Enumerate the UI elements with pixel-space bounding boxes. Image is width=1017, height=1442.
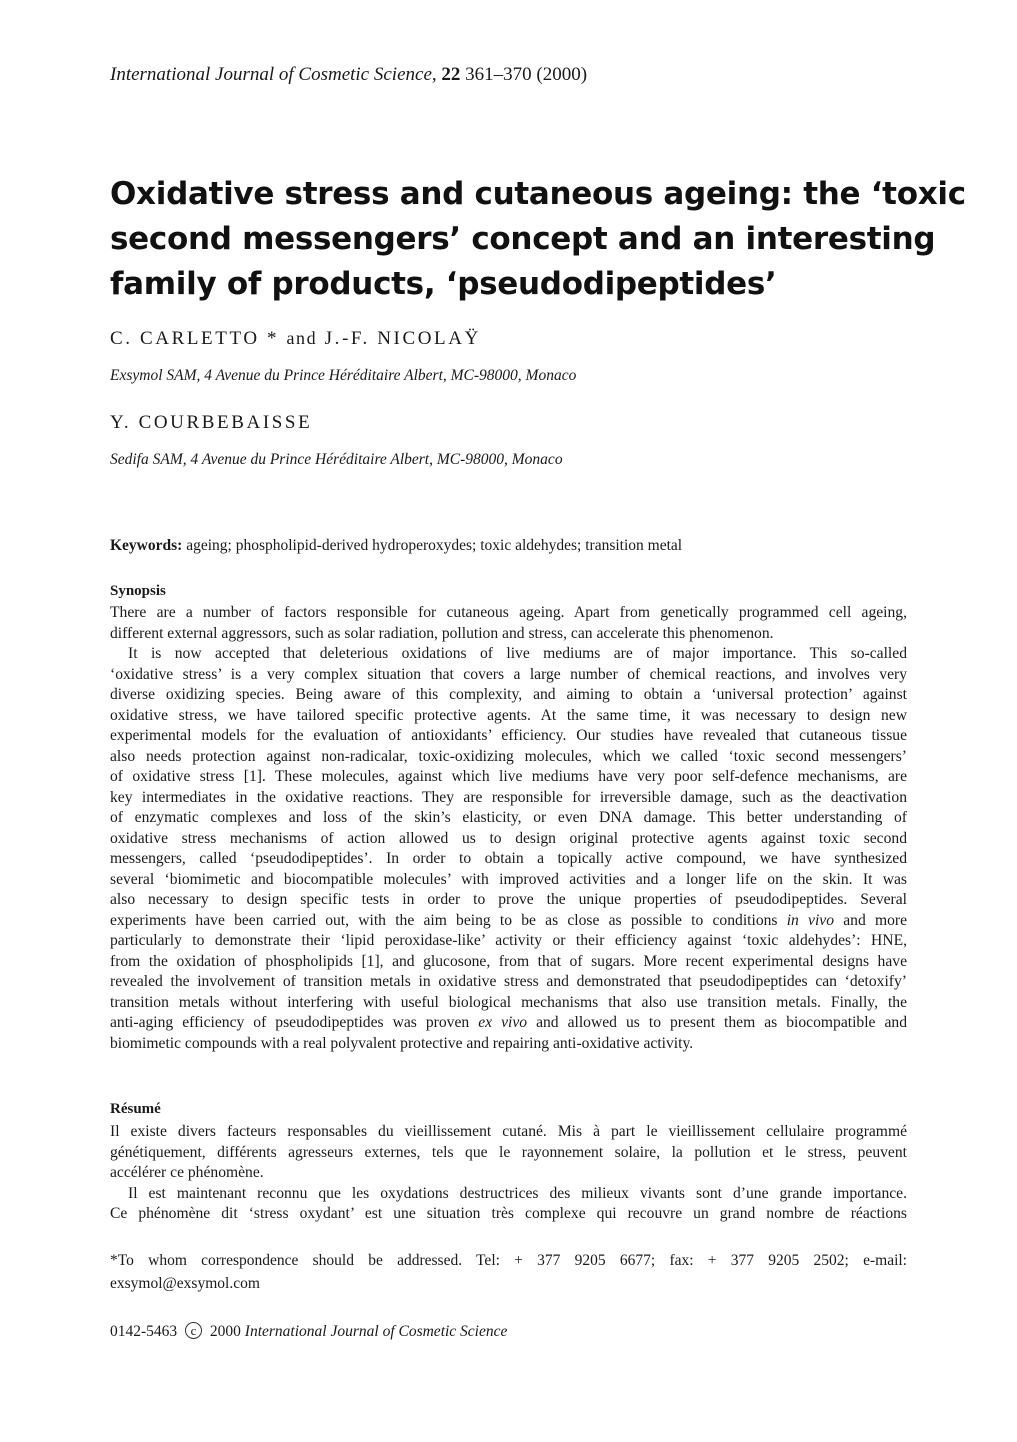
footnote-email: exsymol@exsymol.com <box>110 1275 260 1292</box>
affiliation-1: Exsymol SAM, 4 Avenue du Prince Héréditaire Albert, MC-98000, Monaco <box>110 367 577 384</box>
resume-heading: Résumé <box>110 1101 161 1117</box>
synopsis-heading: Synopsis <box>110 583 166 599</box>
synopsis-line: also necessary to design specific tests in order to prove the unique properties of pseudodipeptides. Several <box>110 891 907 908</box>
synopsis-line: experiments have been carried out, with the aim being to be as close as possible to conditions in vivo and more <box>110 911 907 929</box>
footnote-line: *To whom correspondence should be addressed. Tel: + 377 9205 6677; fax: + 377 9205 2502; e-mail: <box>110 1252 907 1269</box>
synopsis-line: There are a number of factors responsible for cutaneous ageing. Apart from genetically programmed cell ageing, <box>110 604 907 621</box>
copyright-icon: c <box>185 1322 202 1339</box>
synopsis-line: oxidative stress, we have tailored specific protective agents. At the same time, it was necessary to design new <box>110 706 907 724</box>
synopsis-line: also needs protection against non-radicalar, toxic-oxidizing molecules, which we called ‘toxic second messengers’ <box>110 747 907 765</box>
journal-pages-year: 361–370 (2000) <box>460 64 588 85</box>
synopsis-line: biomimetic compounds with a real polyvalent protective and repairing anti-oxidative activity. <box>110 1034 694 1052</box>
resume-line: accélérer ce phénomène. <box>110 1164 264 1181</box>
keywords <box>110 537 682 555</box>
latin-term: ex vivo <box>478 1014 528 1031</box>
synopsis-line: transition metals without interfering with useful biological mechanisms that also use transition metals. Finally, the <box>110 993 907 1011</box>
synopsis-line: It is now accepted that deleterious oxidations of live mediums are of major importance. This so-called <box>128 645 907 662</box>
paper-title <box>110 172 966 307</box>
synopsis-line: diverse oxidizing species. Being aware of this complexity, and aiming to obtain a ‘universal protection’ against <box>110 686 907 703</box>
synopsis-line: of enzymatic complexes and loss of the skin’s elasticity, or even DNA damage. This better understanding of <box>110 809 907 826</box>
resume-line: Il existe divers facteurs responsables du vieillissement cutané. Mis à part le vieillissement cellulaire programmé <box>110 1123 907 1140</box>
resume-line: génétiquement, différents agresseurs externes, tels que le rayonnement solaire, la pollution et le stress, peuvent <box>110 1143 907 1161</box>
correspondence-footnote <box>110 1249 907 1295</box>
keywords-text: ageing; phospholipid-derived hydroperoxydes; toxic aldehydes; transition metal <box>182 537 683 554</box>
title-line: second messengers’ concept and an interesting <box>110 221 936 257</box>
author-line-1: C. CARLETTO * and J.-F. NICOLAŸ <box>110 328 481 349</box>
title-line: family of products, ‘pseudodipeptides’ <box>110 266 777 302</box>
copyright-line <box>110 1322 507 1341</box>
journal-volume: 22 <box>441 64 461 85</box>
resume-line: Ce phénomène dit ‘stress oxydant’ est une situation très complexe qui recouvre un grand nombre de réactions <box>110 1205 907 1222</box>
synopsis-line: messengers, called ‘pseudodipeptides’. In order to obtain a topically active compound, we have synthesized <box>110 850 907 867</box>
synopsis-line: from the oxidation of phospholipids [1], and glucosone, from that of sugars. More recent experimental designs have <box>110 952 907 970</box>
copyright-year: 2000 <box>209 1323 241 1340</box>
synopsis-body <box>110 603 907 1054</box>
journal-name: International Journal of Cosmetic Science <box>110 64 432 85</box>
resume-line: Il est maintenant reconnu que les oxydations destructrices des milieux vivants sont d’une grande importance. <box>128 1184 907 1202</box>
title-line: Oxidative stress and cutaneous ageing: the ‘toxic <box>110 176 966 212</box>
synopsis-line: of oxidative stress [1]. These molecules, against which live mediums have very poor self-defence mechanisms, are <box>110 768 907 785</box>
resume-body <box>110 1122 907 1225</box>
synopsis-line: oxidative stress mechanisms of action allowed us to design original protective agents against toxic second <box>110 829 907 847</box>
copyright-journal: International Journal of Cosmetic Science <box>244 1323 508 1340</box>
synopsis-line: particularly to demonstrate their ‘lipid peroxidase-like’ activity or their efficiency against ‘toxic aldehydes’: HNE, <box>110 932 907 949</box>
synopsis-line: anti-aging efficiency of pseudodipeptides was proven ex vivo and allowed us to present them as biocompatible and <box>110 1014 907 1031</box>
latin-term: in vivo <box>786 911 835 929</box>
synopsis-line: key intermediates in the oxidative reactions. They are responsible for irreversible damage, such as the deactivation <box>110 788 907 806</box>
issn: 0142-5463 <box>110 1323 178 1340</box>
synopsis-line: experimental models for the evaluation of antioxidants’ efficiency. Our studies have revealed that cutaneous tissue <box>110 727 907 744</box>
journal-header: International Journal of Cosmetic Science, 22 361–370 (2000) <box>110 64 588 85</box>
synopsis-line: ‘oxidative stress’ is a very complex situation that covers a large number of chemical reactions, and involves very <box>110 665 907 683</box>
author-line-2: Y. COURBEBAISSE <box>110 412 313 433</box>
synopsis-line: revealed the involvement of transition metals in oxidative stress and demonstrated that pseudodipeptides can ‘detoxify’ <box>110 973 907 990</box>
affiliation-2: Sedifa SAM, 4 Avenue du Prince Héréditaire Albert, MC-98000, Monaco <box>110 451 563 468</box>
synopsis-line: several ‘biomimetic and biocompatible molecules’ with improved activities and a longer life on the skin. It was <box>110 870 907 888</box>
synopsis-line: different external aggressors, such as solar radiation, pollution and stress, can accelerate this phenomenon. <box>110 624 774 642</box>
keywords-label: Keywords: <box>110 537 183 554</box>
